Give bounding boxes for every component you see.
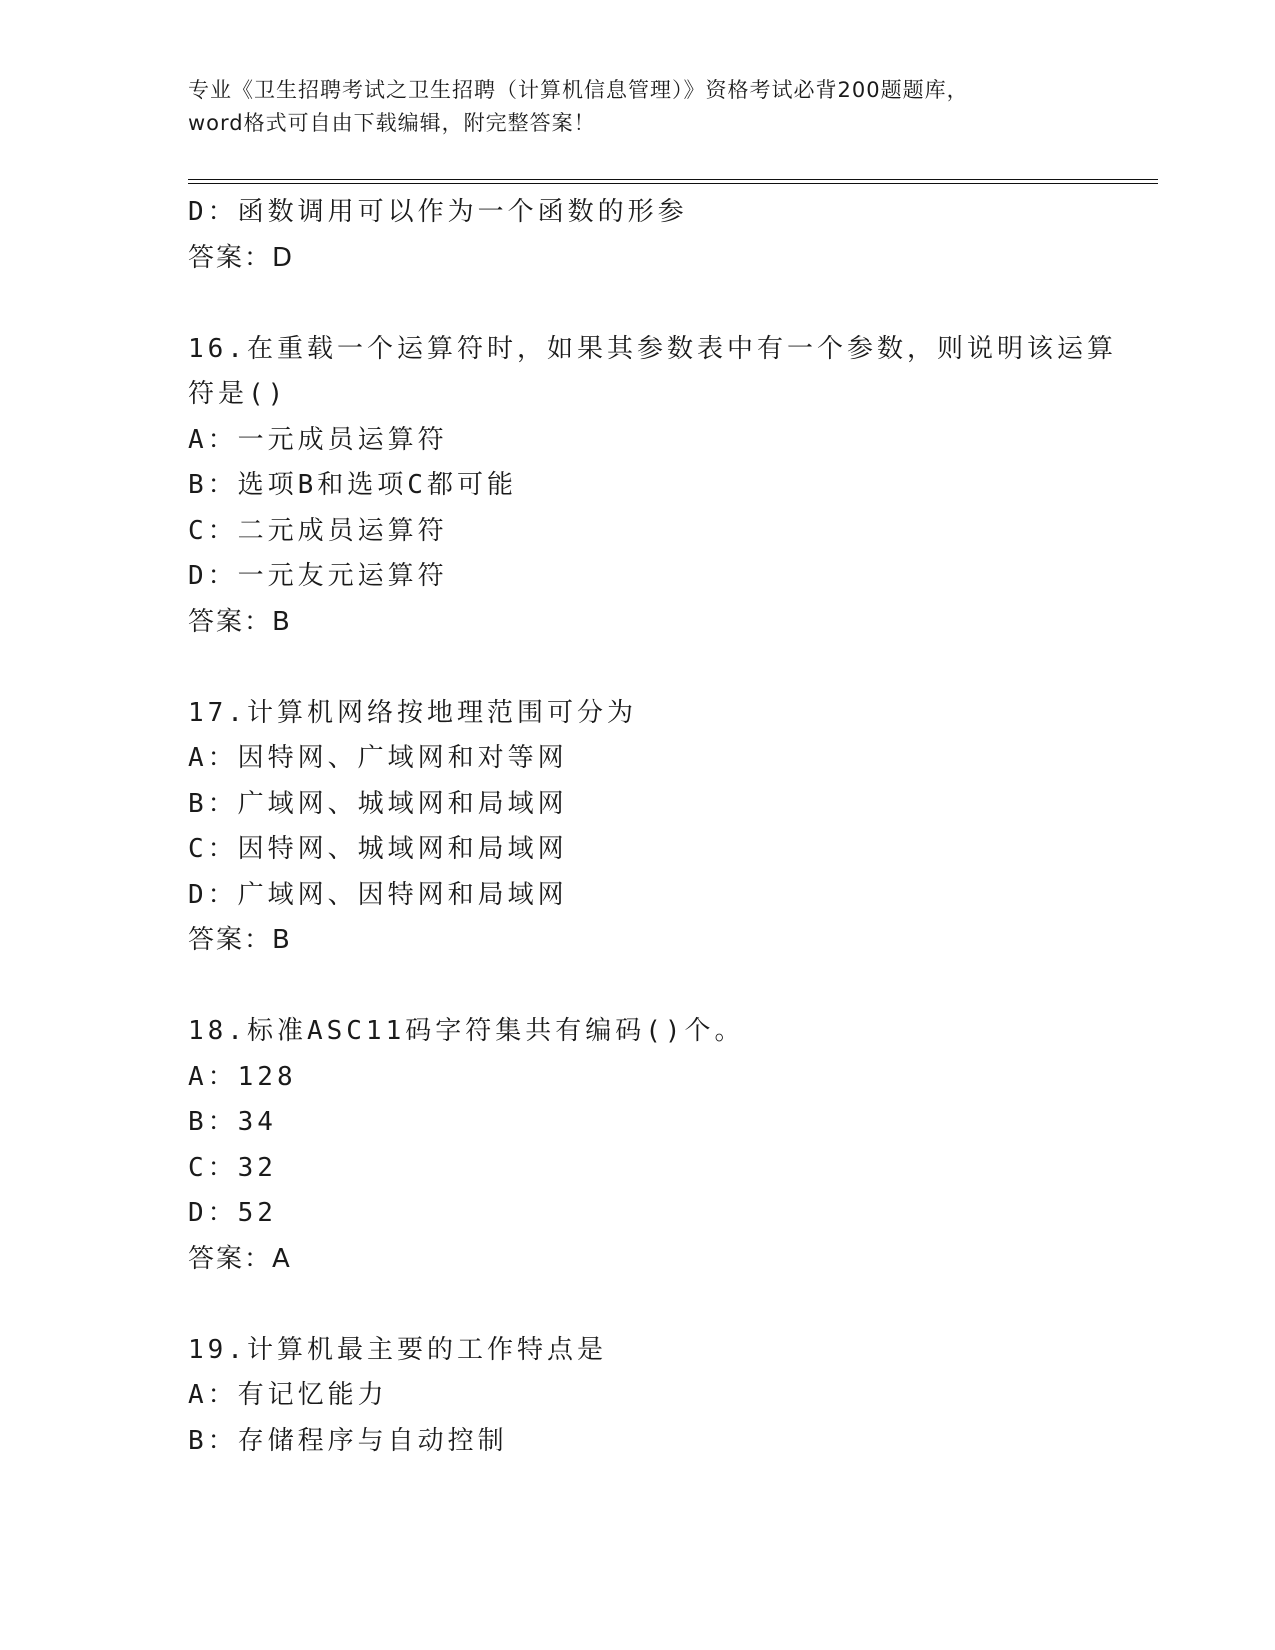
option-b: B：广域网、城域网和局域网 <box>188 788 568 819</box>
answer-line: 答案：D <box>188 242 295 273</box>
question-stem-continued: 符是() <box>188 379 288 409</box>
previous-question-tail <box>188 190 1138 281</box>
question-list <box>188 190 1138 1464</box>
option-a: A：有记忆能力 <box>188 1380 388 1410</box>
option-b: B：34 <box>188 1107 277 1137</box>
option-b: B：存储程序与自动控制 <box>188 1425 508 1456</box>
option-d: D：广域网、因特网和局域网 <box>188 879 568 910</box>
answer-line: 答案：B <box>188 925 292 955</box>
spacer <box>188 964 1138 1010</box>
question-stem: 16.在重载一个运算符时，如果其参数表中有一个参数，则说明该运算 <box>188 333 1117 364</box>
answer-line: 答案：B <box>188 606 292 637</box>
header-line-2: word格式可自由下载编辑，附完整答案！ <box>188 111 596 135</box>
option-d: D：52 <box>188 1198 277 1228</box>
option-a: A：一元成员运算符 <box>188 424 448 455</box>
answer-line: 答案：A <box>188 1243 292 1274</box>
option-a: A：128 <box>188 1061 297 1092</box>
question-stem: 18.标准ASC11码字符集共有编码()个。 <box>188 1016 745 1046</box>
spacer <box>188 645 1138 691</box>
question-19 <box>188 1328 1138 1465</box>
question-18 <box>188 1009 1138 1282</box>
question-16 <box>188 327 1138 646</box>
option-c: C：32 <box>188 1152 277 1183</box>
option-d: D：函数调用可以作为一个函数的形参 <box>188 197 688 227</box>
question-stem: 17.计算机网络按地理范围可分为 <box>188 697 637 728</box>
header-line-1: 专业《卫生招聘考试之卫生招聘（计算机信息管理）》资格考试必背200题题库， <box>188 78 969 102</box>
question-stem: 19.计算机最主要的工作特点是 <box>188 1334 607 1365</box>
header-divider-top <box>188 179 1158 180</box>
option-c: C：因特网、城域网和局域网 <box>188 834 568 864</box>
spacer <box>188 281 1138 327</box>
header-divider-bottom <box>188 183 1158 184</box>
spacer <box>188 1282 1138 1328</box>
option-d: D：一元友元运算符 <box>188 561 448 591</box>
option-a: A：因特网、广域网和对等网 <box>188 743 568 773</box>
document-header <box>188 74 1088 140</box>
question-17 <box>188 691 1138 964</box>
option-b: B：选项B和选项C都可能 <box>188 470 517 500</box>
option-c: C：二元成员运算符 <box>188 515 448 546</box>
